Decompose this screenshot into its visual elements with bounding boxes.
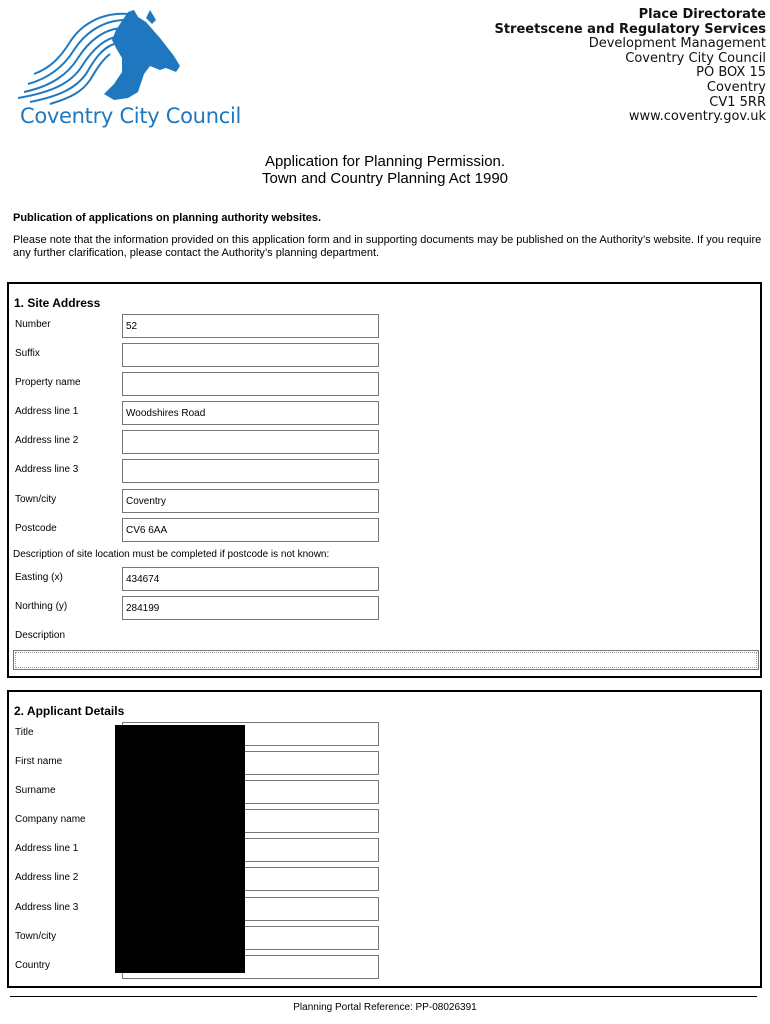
document-title [0,154,770,187]
field-label: Address line 2 [15,435,79,446]
location-note: Description of site location must be completed if postcode is not known: [13,549,330,560]
field-label: Address line 1 [15,843,79,854]
town-city-field[interactable]: Coventry [122,489,379,513]
title-line-2: Town and Country Planning Act 1990 [262,169,508,187]
address-line: Coventry City Council [625,50,766,66]
field-label: Company name [15,814,86,825]
title-line-1: Application for Planning Permission. [264,153,506,170]
easting-field[interactable]: 434674 [122,567,379,591]
field-label: Address line 3 [15,902,79,913]
horse-rider-logo-icon [10,8,235,108]
council-address [494,8,766,125]
address-line: Streetscene and Regulatory Services [494,21,766,37]
address-line-1-field[interactable]: Woodshires Road [122,401,379,425]
portal-reference: Planning Portal Reference: PP-08026391 [293,1002,477,1013]
field-label: Description [15,630,66,641]
property-name-field[interactable] [122,372,379,396]
redaction-block [115,725,245,973]
field-label: Town/city [15,494,57,505]
logo-text: Coventry City Council [20,104,242,128]
field-label: Suffix [15,348,40,359]
field-label: Easting (x) [15,572,63,583]
address-line-2-field[interactable] [122,430,379,454]
field-label: First name [15,756,63,767]
footer-divider [10,996,757,997]
address-line: Place Directorate [638,7,766,22]
postcode-field[interactable]: CV6 6AA [122,518,379,542]
field-label: Surname [15,785,56,796]
address-line-3-field[interactable] [122,459,379,483]
section-title: 1. Site Address [14,296,101,310]
address-line: Development Management [588,36,766,52]
field-label: Address line 3 [15,464,79,475]
field-label: Northing (y) [15,601,68,612]
field-label: Town/city [15,931,57,942]
field-label: Address line 1 [15,406,79,417]
publication-text: Please note that the information provided on this application form and in supporting documents may be published on the Authority’s website. If you require any further clarification, please contact the Authority’s planning department. [13,234,762,259]
field-label: Country [15,960,51,971]
suffix-field[interactable] [122,343,379,367]
northing-field[interactable]: 284199 [122,596,379,620]
number-field[interactable]: 52 [122,314,379,338]
field-label: Title [15,727,34,738]
address-line: CV1 5RR [709,94,766,110]
website-link[interactable]: www.coventry.gov.uk [628,109,766,125]
address-line: Coventry [706,79,766,95]
field-label: Number [15,319,51,330]
section-title: 2. Applicant Details [14,704,125,718]
address-line: PO BOX 15 [696,65,766,81]
council-logo [10,8,242,133]
field-label: Property name [15,377,81,388]
site-address-section [7,282,762,678]
field-label: Address line 2 [15,872,79,883]
description-field[interactable] [13,650,759,670]
publication-heading: Publication of applications on planning authority websites. [13,212,322,224]
field-label: Postcode [15,523,57,534]
